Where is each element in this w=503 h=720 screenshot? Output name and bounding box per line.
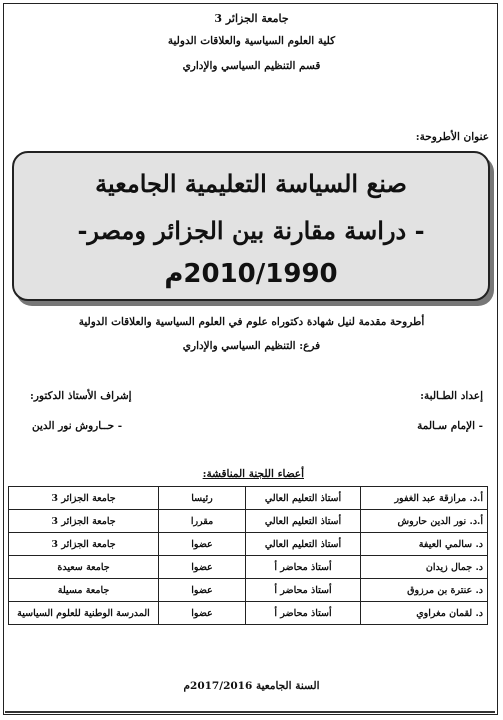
member-role: مقررا [159,510,246,533]
member-name: د. جمال زيدان [361,556,488,579]
member-name: د. عنترة بن مرزوق [361,579,488,602]
member-rank: أستاذ التعليم العالي [246,510,361,533]
member-rank: أستاذ محاضر أ [246,556,361,579]
thesis-title-box [12,151,490,301]
faculty-name: كلية العلوم السياسية والعلاقات الدولية [167,35,336,47]
thesis-title-line-2: - دراسة مقارنة بين الجزائر ومصر- [77,216,425,245]
member-role: رئيسا [159,487,246,510]
member-rank: أستاذ محاضر أ [246,579,361,602]
prepared-by-label: إعداد الطـالبة: [420,390,483,402]
member-institution: جامعة سعيدة [9,556,159,579]
supervisor-name: - حــاروش نور الدين [32,420,123,432]
thesis-title-years: 2010/1990م [164,259,338,289]
committee-row [9,556,488,579]
member-name: أ.د. مرازقة عبد الغفور [361,487,488,510]
thesis-branch: فرع: التنظيم السياسي والإداري [182,340,321,352]
student-name: - الإمام سـالمة [417,420,483,432]
committee-row [9,510,488,533]
member-rank: أستاذ التعليم العالي [246,487,361,510]
member-institution: المدرسة الوطنية للعلوم السياسية [9,602,159,625]
thesis-title-label: عنوان الأطروحة: [415,131,489,143]
committee-heading: أعضاء اللجنة المناقشة: [202,468,304,480]
member-name: أ.د. نور الدين حاروش [361,510,488,533]
member-role: عضوا [159,533,246,556]
committee-row [9,579,488,602]
member-institution: جامعة مسيلة [9,579,159,602]
university-name: جامعة الجزائر 3 [214,12,289,25]
academic-year: السنة الجامعية 2017/2016م [183,680,320,692]
member-name: د. لقمان مغراوي [361,602,488,625]
department-name: قسم التنظيم السياسي والإداري [182,60,321,72]
member-rank: أستاذ التعليم العالي [246,533,361,556]
member-role: عضوا [159,556,246,579]
member-institution: جامعة الجزائر 3 [9,487,159,510]
member-role: عضوا [159,579,246,602]
member-name: د. سالمي العيفة [361,533,488,556]
member-institution: جامعة الجزائر 3 [9,533,159,556]
member-role: عضوا [159,602,246,625]
committee-table [8,486,488,625]
member-institution: جامعة الجزائر 3 [9,510,159,533]
thesis-title-line-1: صنع السياسة التعليمية الجامعية [95,169,407,198]
member-rank: أستاذ محاضر أ [246,602,361,625]
committee-row [9,533,488,556]
committee-row [9,487,488,510]
committee-row [9,602,488,625]
supervisor-label: إشراف الأستاذ الدكتور: [30,390,132,402]
thesis-description: أطروحة مقدمة لنيل شهادة دكتوراه علوم في العلوم السياسية والعلاقات الدولية [78,316,425,328]
